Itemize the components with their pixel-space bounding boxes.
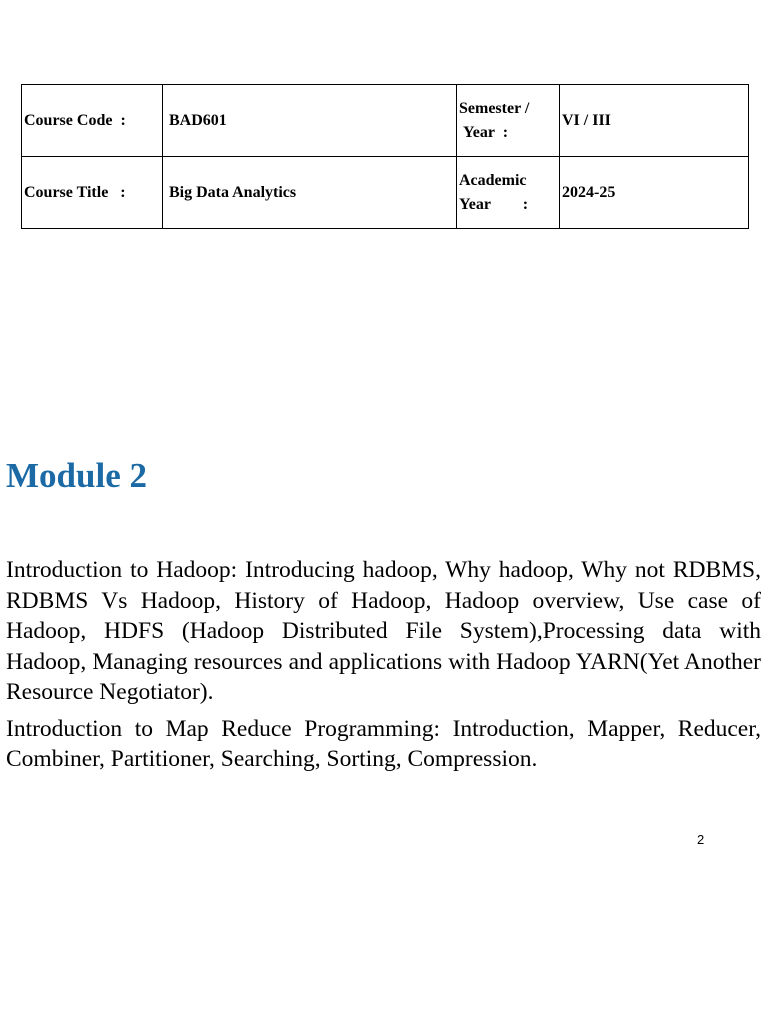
table-row: [22, 85, 749, 157]
course-info-table: [21, 84, 749, 229]
page-number: 2: [697, 832, 705, 847]
module-title: Module 2: [6, 456, 147, 495]
paragraph-hadoop: Introduction to Hadoop: Introducing hadoop, Why hadoop, Why not RDBMS, RDBMS Vs Hadoop, History of Hadoop, Hadoop overview, Use case of Hadoop, HDFS (Hadoop Distributed File System),Processing data with Hadoop, Managing resources and applications with Hadoop YARN(Yet Another Resource Negotiator).: [6, 557, 761, 705]
table-row: [22, 157, 749, 229]
semester-year-label: Semester / Year :: [457, 85, 560, 157]
semester-year-value: VI / III: [560, 85, 749, 157]
paragraph-mapreduce: Introduction to Map Reduce Programming: Introduction, Mapper, Reducer, Combiner, Partitioner, Searching, Sorting, Compression.: [6, 715, 761, 772]
academic-year-value: 2024-25: [560, 157, 749, 229]
academic-year-label: Academic Year :: [457, 157, 560, 229]
course-title-value: Big Data Analytics: [163, 157, 457, 229]
course-code-value: BAD601: [163, 85, 457, 157]
course-code-label: Course Code :: [22, 85, 163, 157]
course-title-label: Course Title :: [22, 157, 163, 229]
module-content: [6, 555, 761, 781]
